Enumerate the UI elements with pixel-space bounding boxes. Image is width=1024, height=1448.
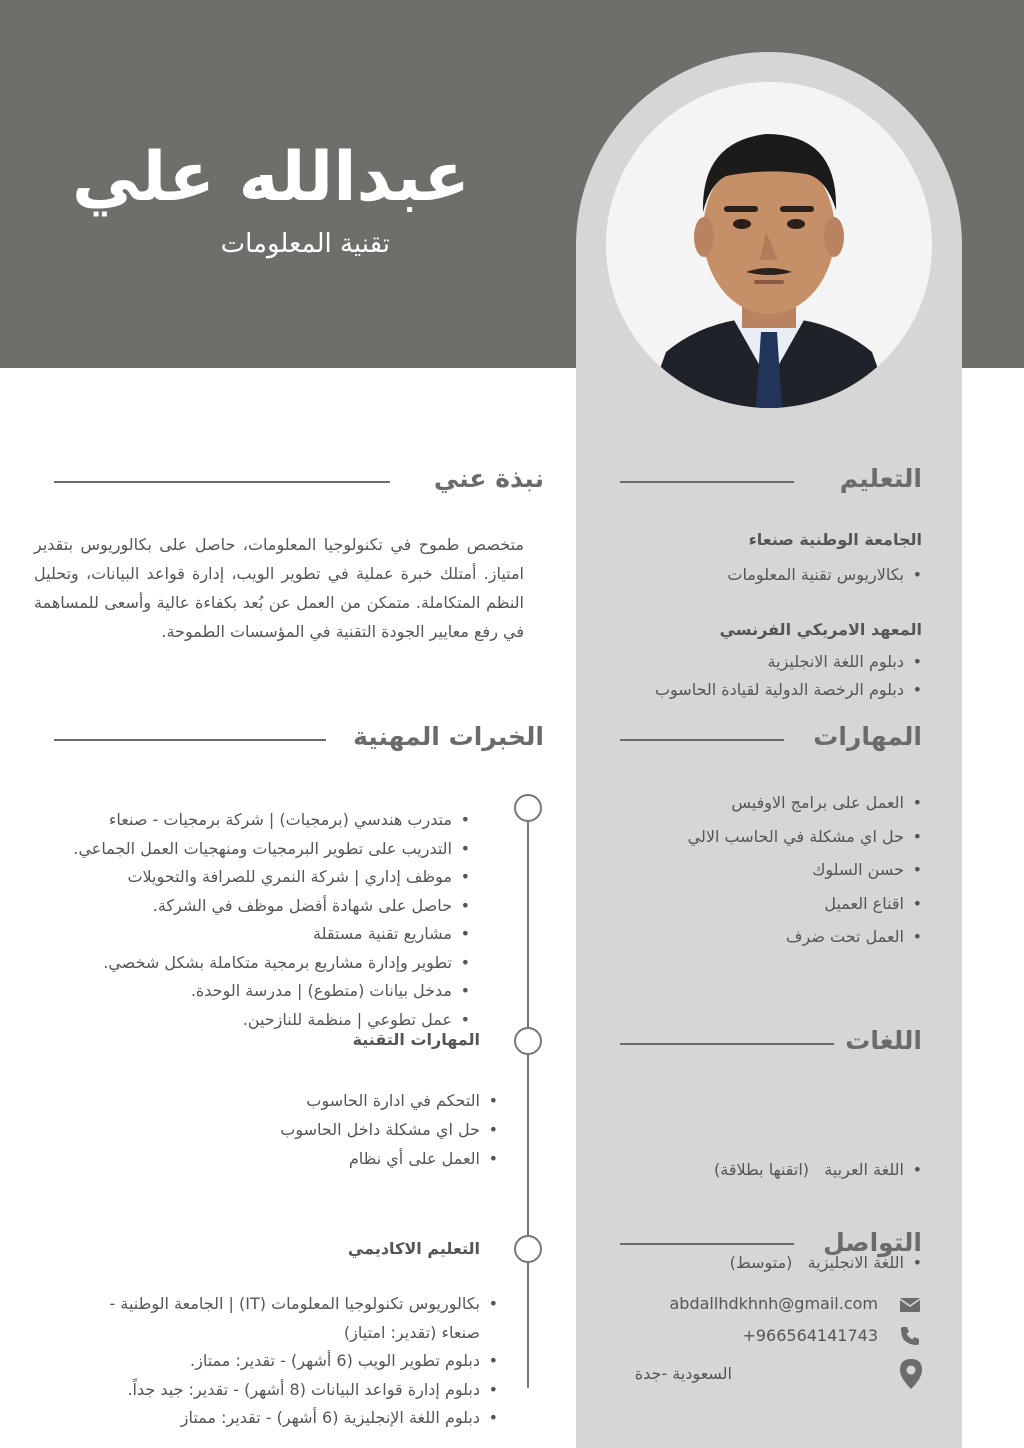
list-item: • متدرب هندسي (برمجيات) | شركة برمجيات - صنعاء	[40, 806, 470, 835]
tech-skills-heading: المهارات التقنية	[352, 1030, 480, 1049]
education-items	[600, 648, 922, 704]
list-item: • التحكم في ادارة الحاسوب	[180, 1086, 498, 1115]
profile-photo	[606, 82, 932, 408]
list-item: • حل اي مشكلة داخل الحاسوب	[180, 1115, 498, 1144]
list-item: • العمل تحت ضرف	[640, 920, 922, 954]
list-item: • حسن السلوك	[640, 853, 922, 887]
academic-heading: التعليم الاكاديمي	[347, 1239, 480, 1258]
timeline-line	[527, 808, 529, 1388]
list-item: • بكالوريوس تكنولوجيا المعلومات (IT) | الجامعة الوطنية - صنعاء (تقدير: امتياز)	[80, 1290, 498, 1347]
list-item: • عمل تطوعي | منظمة للنازحين.	[40, 1006, 470, 1035]
about-text: متخصص طموح في تكنولوجيا المعلومات، حاصل على بكالوريوس بتقدير امتياز. أمتلك خبرة عملية في تطوير الويب، إدارة قواعد البيانات، وتحليل النظم المتكاملة. متمكن من العمل عن بُعد بكفاءة عالية وأسعى للمساهمة في رفع معايير الجودة التقنية في المؤسسات الطموحة.	[34, 535, 524, 641]
education-heading: التعليم	[839, 464, 922, 493]
list-item: • مدخل بيانات (متطوع) | مدرسة الوحدة.	[40, 977, 470, 1006]
person-icon	[606, 82, 932, 408]
experience-heading: الخبرات المهنية	[353, 722, 544, 751]
languages-list	[640, 1092, 922, 1309]
list-item: • التدريب على تطوير البرمجيات ومنهجيات العمل الجماعي.	[40, 835, 470, 864]
languages-heading: اللغات	[845, 1026, 922, 1055]
list-item: • اللغة الانجليزية (متوسط)	[640, 1247, 922, 1278]
phone-text[interactable]: +966564141743	[742, 1326, 878, 1345]
experience-list	[40, 806, 470, 1034]
about-divider	[54, 481, 390, 483]
timeline-dot	[514, 1027, 542, 1055]
list-item: • العمل على برامج الاوفيس	[640, 786, 922, 820]
list-item: • دبلوم اللغة الانجليزية	[600, 648, 922, 676]
education-institution: المعهد الامريكي الفرنسي	[719, 620, 922, 639]
list-item: • العمل على أي نظام	[180, 1144, 498, 1173]
list-item: • تطوير وإدارة مشاريع برمجية متكاملة بشكل شخصي.	[40, 949, 470, 978]
timeline-dot	[514, 794, 542, 822]
list-item: • اللغة العربية (اتقنها بطلاقة)	[640, 1154, 922, 1185]
list-item: • دبلوم اللغة الإنجليزية (6 أشهر) - تقدير: ممتاز	[80, 1404, 498, 1433]
skills-divider	[620, 739, 784, 741]
education-divider	[620, 481, 794, 483]
list-item: • حاصل على شهادة أفضل موظف في الشركة.	[40, 892, 470, 921]
job-title: تقنية المعلومات	[220, 229, 390, 259]
list-item: • مشاريع تقنية مستقلة	[40, 920, 470, 949]
envelope-icon	[898, 1293, 922, 1317]
skills-heading: المهارات	[813, 722, 922, 751]
list-item: • موظف إداري | شركة النمري للصرافة والتحويلات	[40, 863, 470, 892]
education-institution: الجامعة الوطنية صنعاء	[748, 530, 922, 549]
person-name: عبدالله علي	[71, 138, 470, 217]
education-items	[620, 561, 922, 589]
list-item: • اقناع العميل	[640, 887, 922, 921]
experience-divider	[54, 739, 326, 741]
skills-list	[640, 786, 922, 954]
languages-divider	[620, 1043, 834, 1045]
list-item: • دبلوم إدارة قواعد البيانات (8 أشهر) - تقدير: جيد جداً.	[80, 1376, 498, 1405]
map-pin-icon	[898, 1358, 924, 1390]
contact-divider	[620, 1243, 794, 1245]
list-item: • دبلوم تطوير الويب (6 أشهر) - تقدير: ممتاز.	[80, 1347, 498, 1376]
timeline-dot	[514, 1235, 542, 1263]
list-item: • حل اي مشكلة في الحاسب الالي	[640, 820, 922, 854]
email-text[interactable]: abdallhdkhnh@gmail.com	[669, 1294, 878, 1313]
phone-icon	[898, 1324, 922, 1348]
location-text: السعودية -جدة	[634, 1364, 732, 1383]
list-item: • بكالاريوس تقنية المعلومات	[620, 561, 922, 589]
about-heading: نبذة عني	[433, 464, 544, 493]
contact-heading: التواصل	[823, 1228, 922, 1257]
academic-list	[80, 1290, 498, 1433]
tech-skills-list	[180, 1086, 498, 1173]
list-item: • دبلوم الرخصة الدولية لقيادة الحاسوب	[600, 676, 922, 704]
